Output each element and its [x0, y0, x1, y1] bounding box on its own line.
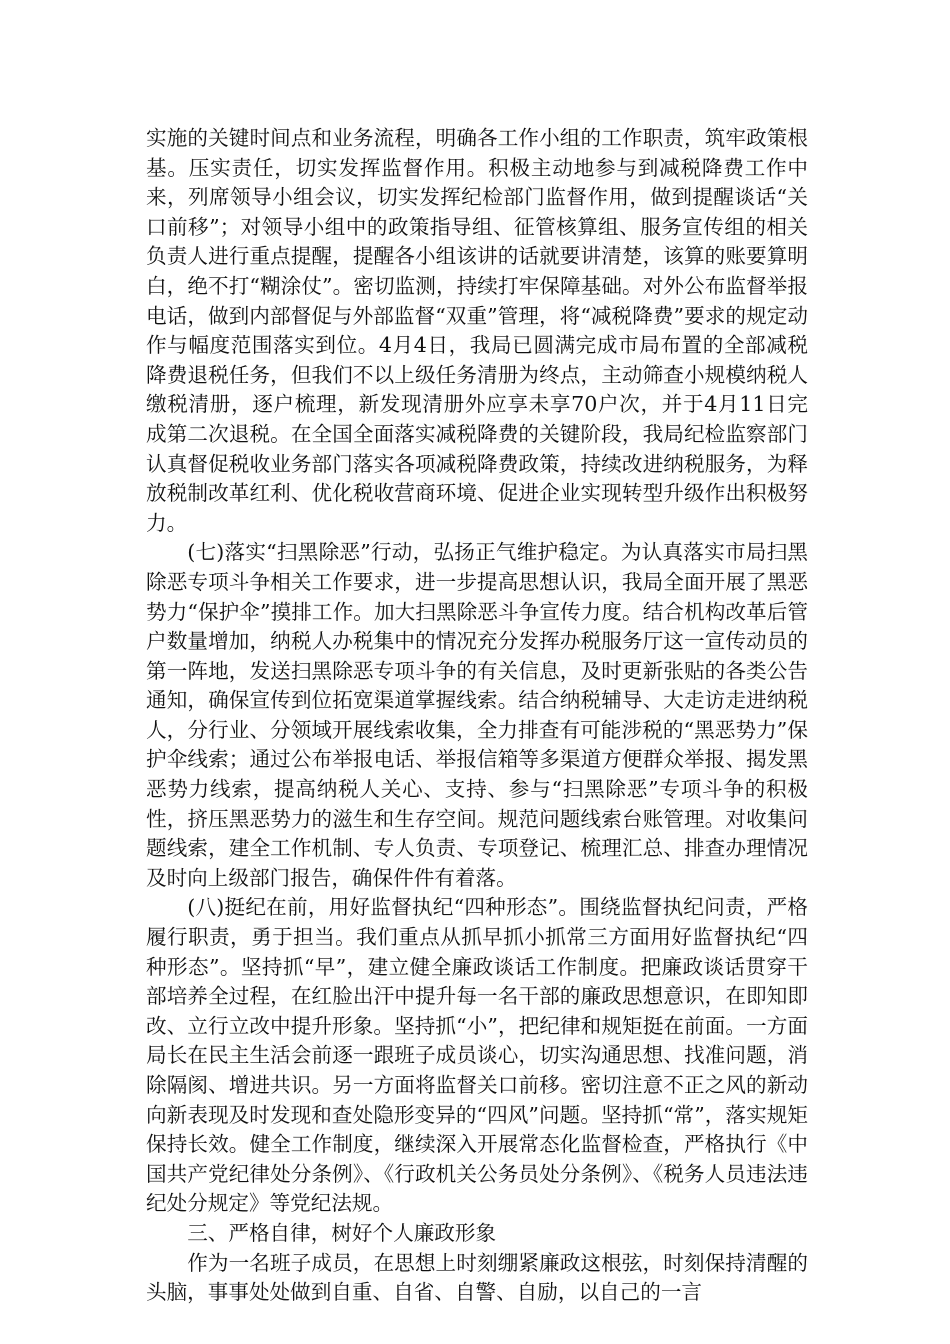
paragraph-four-forms-supervision: (八)挺纪在前，用好监督执纪“四种形态”。围绕监督执纪问责，严格履行职责，勇于担当。我们重点从抓早抓小抓常三方面用好监督执纪“四种形态”。坚持抓“早”，建立健全廉政谈话工作制度。把廉政谈话贯穿干部培养全过程，在红脸出汗中提升每一名干部的廉政思想意识，在即知即改、立行立改中提升形象。坚持抓“小”，把纪律和规矩挺在前面。一方面局长在民主生活会前逐一跟班子成员谈心，切实沟通思想、找准问题，消除隔阂、增进共识。另一方面将监督关口前移。密切注意不正之风的新动向新表现及时发现和查处隐形变异的“四风”问题。坚持抓“常”，落实规矩保持长效。健全工作制度，继续深入开展常态化监督检查，严格执行《中国共产党纪律处分条例》、《行政机关公务员处分条例》、《税务人员违法违纪处分规定》等党纪法规。 [146, 895, 808, 1216]
paragraph-tax-reduction-continued: 实施的关键时间点和业务流程，明确各工作小组的工作职责，筑牢政策根基。压实责任，切实发挥监督作用。积极主动地参与到减税降费工作中来，列席领导小组会议，切实发挥纪检部门监督作用，做到提醒谈话“关口前移”；对领导小组中的政策指导组、征管核算组、服务宣传组的相关负责人进行重点提醒，提醒各小组该讲的话就要讲清楚，该算的账要算明白，绝不打“糊涂仗”。密切监测，持续打牢保障基础。对外公布监督举报电话，做到内部督促与外部监督“双重”管理，将“减税降费”要求的规定动作与幅度范围落实到位。4月4日，我局已圆满完成市局布置的全部减税降费退税任务，但我们不以上级任务清册为终点，主动筛查小规模纳税人缴税清册，逐户梳理，新发现清册外应享未享70户次，并于4月11日完成第二次退税。在全国全面落实减税降费的关键阶段，我局纪检监察部门认真督促税收业务部门落实各项减税降费政策，持续改进纳税服务，为释放税制改革红利、优化税收营商环境、促进企业实现转型升级作出积极努力。 [146, 126, 808, 535]
paragraph-anti-crime-campaign: (七)落实“扫黑除恶”行动，弘扬正气维护稳定。为认真落实市局扫黑除恶专项斗争相关工作要求，进一步提高思想认识，我局全面开展了黑恶势力“保护伞”摸排工作。加大扫黑除恶斗争宣传力度。结合机构改革后管户数量增加，纳税人办税集中的情况充分发挥办税服务厅这一宣传动员的第一阵地，发送扫黑除恶专项斗争的有关信息，及时更新张贴的各类公告通知，确保宣传到位拓宽渠道掌握线索。结合纳税辅导、大走访走进纳税人，分行业、分领域开展线索收集，全力排查有可能涉税的“黑恶势力”保护伞线索；通过公布举报电话、举报信箱等多渠道方便群众举报、揭发黑恶势力线索，提高纳税人关心、支持、参与“扫黑除恶”专项斗争的积极性，挤压黑恶势力的滋生和生存空间。规范问题线索台账管理。对收集问题线索，建全工作机制、专人负责、专项登记、梳理汇总、排查办理情况及时向上级部门报告，确保件件有着落。 [146, 540, 808, 890]
document-body [146, 124, 808, 1308]
section-heading-self-discipline: 三、严格自律，树好个人廉政形象 [187, 1220, 497, 1245]
paragraph-self-discipline-body: 作为一名班子成员，在思想上时刻绷紧廉政这根弦，时刻保持清醒的头脑，事事处处做到自重、自省、自警、自励，以自己的一言 [146, 1250, 808, 1305]
